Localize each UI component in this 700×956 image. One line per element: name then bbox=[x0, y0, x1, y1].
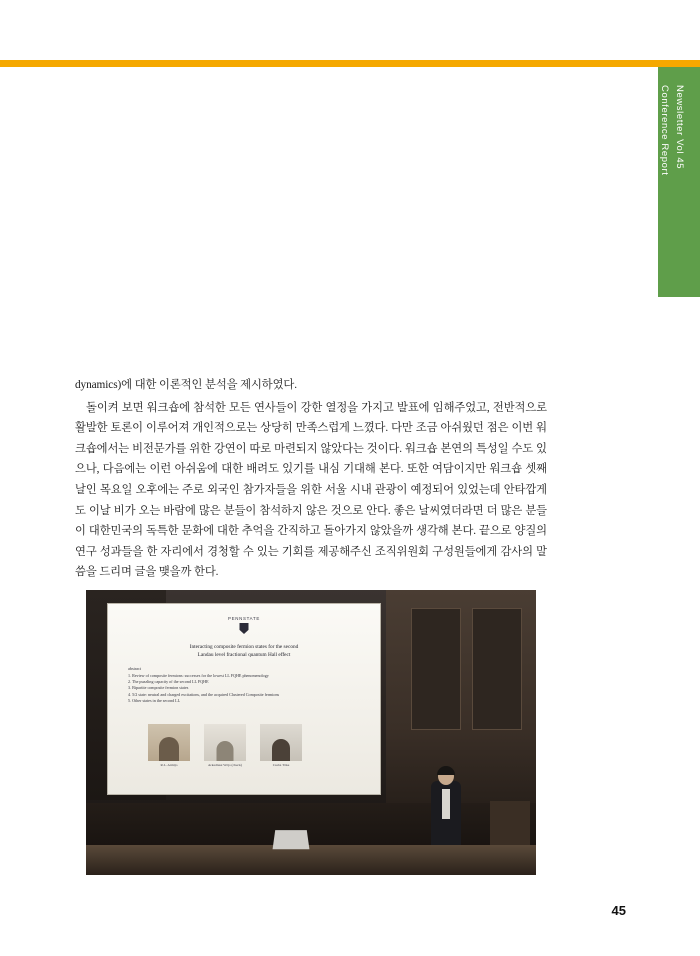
slide-bullet: 1. Review of composite fermions: successes for the lowest LL FQHE phenomenology bbox=[128, 673, 269, 678]
slide-portrait bbox=[204, 724, 246, 761]
slide-portrait-caption: R.L. Armijo bbox=[160, 763, 178, 767]
lecture-hall-door-right bbox=[472, 608, 522, 730]
paragraph-closing: 돌이켜 보면 워크숍에 참석한 모든 연사들이 강한 열정을 가지고 발표에 임해주었고, 전반적으로 활발한 토론이 이루어져 개인적으로는 상당히 만족스럽게 느꼈다. 다만 조금 아쉬웠던 점은 이번 워크숍에서는 비전문가를 위한 강연이 따로 마련되지 않았다는 것이다. 워크숍 본연의 특성일 수도 있으나, 다음에는 이런 아쉬움에 대한 배려도 있기를 내심 기대해 본다. 또한 여담이지만 워크숍 셋째 날인 목요일 오후에는 주로 외국인 참가자들을 위한 서울 시내 관광이 예정되어 있었는데 안타깝게도 이날 비가 오는 바람에 많은 분들이 참석하지 않은 것으로 안다. 좋은 날씨였더라면 더 많은 분들이 대한민국의 독특한 문화에 대한 추억을 간직하고 돌아가지 않았을까 생각해 본다. 끝으로 양질의 연구 성과들을 한 자리에서 경청할 수 있는 기회를 제공해주신 조직위원회 구성원들에게 감사의 말씀을 드리며 글을 맺을까 한다. bbox=[75, 401, 547, 579]
photo-background bbox=[86, 590, 536, 875]
slide-bullet-list bbox=[128, 673, 362, 704]
conference-photo bbox=[86, 590, 536, 875]
slide-portrait-caption: Arkadiusz Wójs (check) bbox=[208, 763, 242, 767]
slide-bullet: 4. 5/2 state: neutral and charged excitations, and the acquired Clustered Composite fermions bbox=[128, 691, 280, 697]
slide-title bbox=[126, 644, 362, 659]
top-orange-rule bbox=[0, 60, 700, 67]
slide-bullet: 3. Bipartite composite fermion states bbox=[128, 685, 189, 691]
slide-bullet: 2. The puzzling capacity of the second LL FQHE bbox=[128, 679, 209, 685]
laptop bbox=[273, 830, 310, 849]
article-body bbox=[75, 375, 547, 583]
slide-portrait-captions bbox=[148, 763, 318, 767]
slide-abstract-label: abstract bbox=[128, 666, 142, 671]
slide-title-line1: Interacting composite fermion states for the second bbox=[189, 644, 299, 650]
slide-university-logo: PENNSTATE bbox=[228, 616, 260, 621]
lecture-hall-door-left bbox=[411, 608, 461, 730]
shield-icon bbox=[240, 623, 249, 634]
page-number: 45 bbox=[611, 903, 626, 918]
slide-portrait-caption: Csaba Tőke bbox=[272, 763, 290, 767]
speaker-shirt bbox=[442, 789, 450, 819]
front-desk bbox=[86, 845, 536, 875]
slide-portrait bbox=[260, 724, 302, 761]
projection-slide bbox=[108, 604, 380, 794]
slide-portraits bbox=[148, 724, 302, 761]
slide-bullet: 5. Other states in the second LL bbox=[128, 697, 181, 703]
slide-title-line2: Landau level fractional quantum Hall effect bbox=[197, 651, 291, 658]
side-tab bbox=[658, 67, 700, 297]
podium bbox=[490, 801, 530, 847]
projection-screen bbox=[108, 604, 380, 794]
paragraph-continuation: dynamics)에 대한 이론적인 분석을 제시하였다. bbox=[75, 379, 297, 391]
side-tab-volume-label: Newsletter Vol 45 bbox=[674, 85, 685, 170]
side-tab-section-label: Conference Report bbox=[659, 85, 670, 176]
slide-portrait bbox=[148, 724, 190, 761]
